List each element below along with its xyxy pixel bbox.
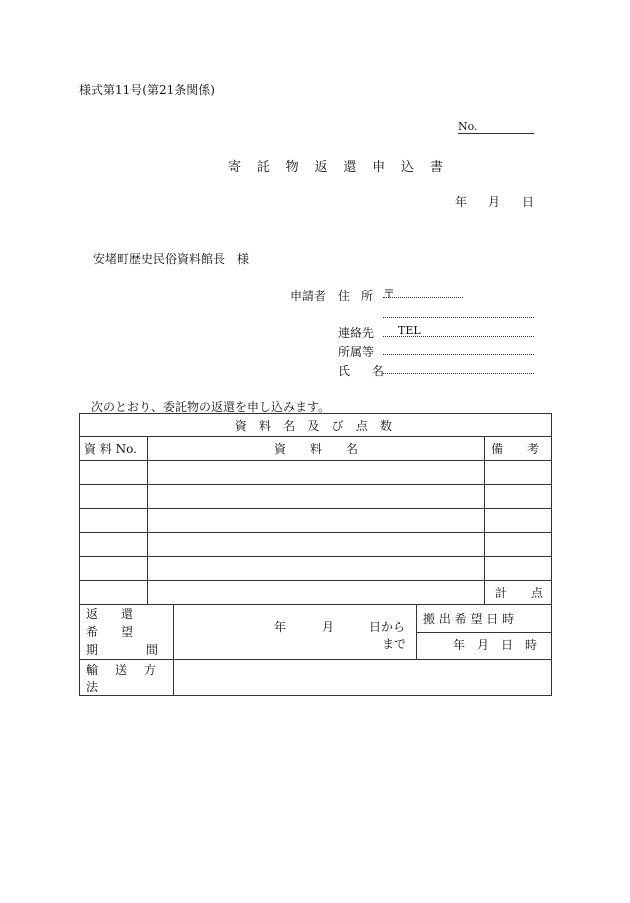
return-period-label: 返 還 希 望 期 間 <box>80 605 174 660</box>
intro-text: 次のとおり、委託物の返還を申し込みます。 <box>91 400 331 414</box>
table-cell-no[interactable] <box>80 485 148 509</box>
table-cell-remarks[interactable] <box>485 461 552 485</box>
table-cell-remarks[interactable] <box>485 509 552 533</box>
column-header-no: 資 料 No. <box>80 437 148 461</box>
transport-method-label: 輸 送 方 法 <box>80 660 174 696</box>
table-row <box>80 461 552 485</box>
table-row <box>80 509 552 533</box>
return-period-field[interactable] <box>174 605 417 660</box>
date-month: 月 <box>488 195 501 209</box>
affiliation-label: 所属等 <box>338 345 375 359</box>
page-title: 寄 託 物 返 還 申 込 書 <box>228 160 449 175</box>
carry-out-cell <box>417 605 552 660</box>
section-header: 資 料 名 及 び 点 数 <box>80 414 552 437</box>
address-line-2[interactable] <box>383 317 534 318</box>
transport-method-field[interactable] <box>174 660 552 696</box>
document-number-line <box>458 133 534 134</box>
applicant-label: 申請者 <box>290 289 327 303</box>
address-line-1[interactable] <box>383 297 463 298</box>
table-cell-name[interactable] <box>148 557 485 581</box>
tel-label: TEL <box>398 324 421 337</box>
contact-line[interactable] <box>383 336 534 337</box>
table-cell-name[interactable] <box>148 581 485 605</box>
addressee: 安堵町歴史民俗資料館長 様 <box>93 252 250 266</box>
table-cell-remarks[interactable] <box>485 485 552 509</box>
column-header-name: 資 料 名 <box>148 437 485 461</box>
carry-out-fields[interactable]: 年 月 日 時 <box>453 638 538 652</box>
affiliation-line[interactable] <box>383 354 534 355</box>
carry-out-label: 搬 出 希 望 日 時 <box>417 607 551 633</box>
period-until: まで <box>382 636 407 651</box>
table-row <box>80 581 552 605</box>
table-cell-name[interactable] <box>148 509 485 533</box>
column-header-remarks: 備 考 <box>485 437 552 461</box>
total-cell: 計 点 <box>485 581 552 605</box>
table-row <box>80 485 552 509</box>
period-from: 日から <box>369 619 406 634</box>
name-label: 氏 名 <box>338 364 393 378</box>
table-cell-no[interactable] <box>80 461 148 485</box>
materials-table <box>79 413 552 696</box>
table-cell-no[interactable] <box>80 581 148 605</box>
table-cell-no[interactable] <box>80 533 148 557</box>
date-year: 年 <box>455 195 468 209</box>
document-number-label: No. <box>458 120 478 133</box>
postal-mark: 〒 <box>383 287 396 301</box>
table-cell-no[interactable] <box>80 509 148 533</box>
form-number: 様式第11号(第21条関係) <box>79 83 215 97</box>
date-day: 日 <box>522 195 535 209</box>
table-cell-remarks[interactable] <box>485 533 552 557</box>
table-row <box>80 533 552 557</box>
contact-label: 連絡先 <box>338 326 375 340</box>
table-cell-name[interactable] <box>148 533 485 557</box>
period-month: 月 <box>322 619 335 634</box>
period-year: 年 <box>274 619 287 634</box>
table-cell-no[interactable] <box>80 557 148 581</box>
name-line[interactable] <box>383 373 534 374</box>
table-cell-name[interactable] <box>148 485 485 509</box>
table-cell-name[interactable] <box>148 461 485 485</box>
table-row <box>80 557 552 581</box>
address-label: 住 所 <box>338 289 377 303</box>
table-cell-remarks[interactable] <box>485 557 552 581</box>
